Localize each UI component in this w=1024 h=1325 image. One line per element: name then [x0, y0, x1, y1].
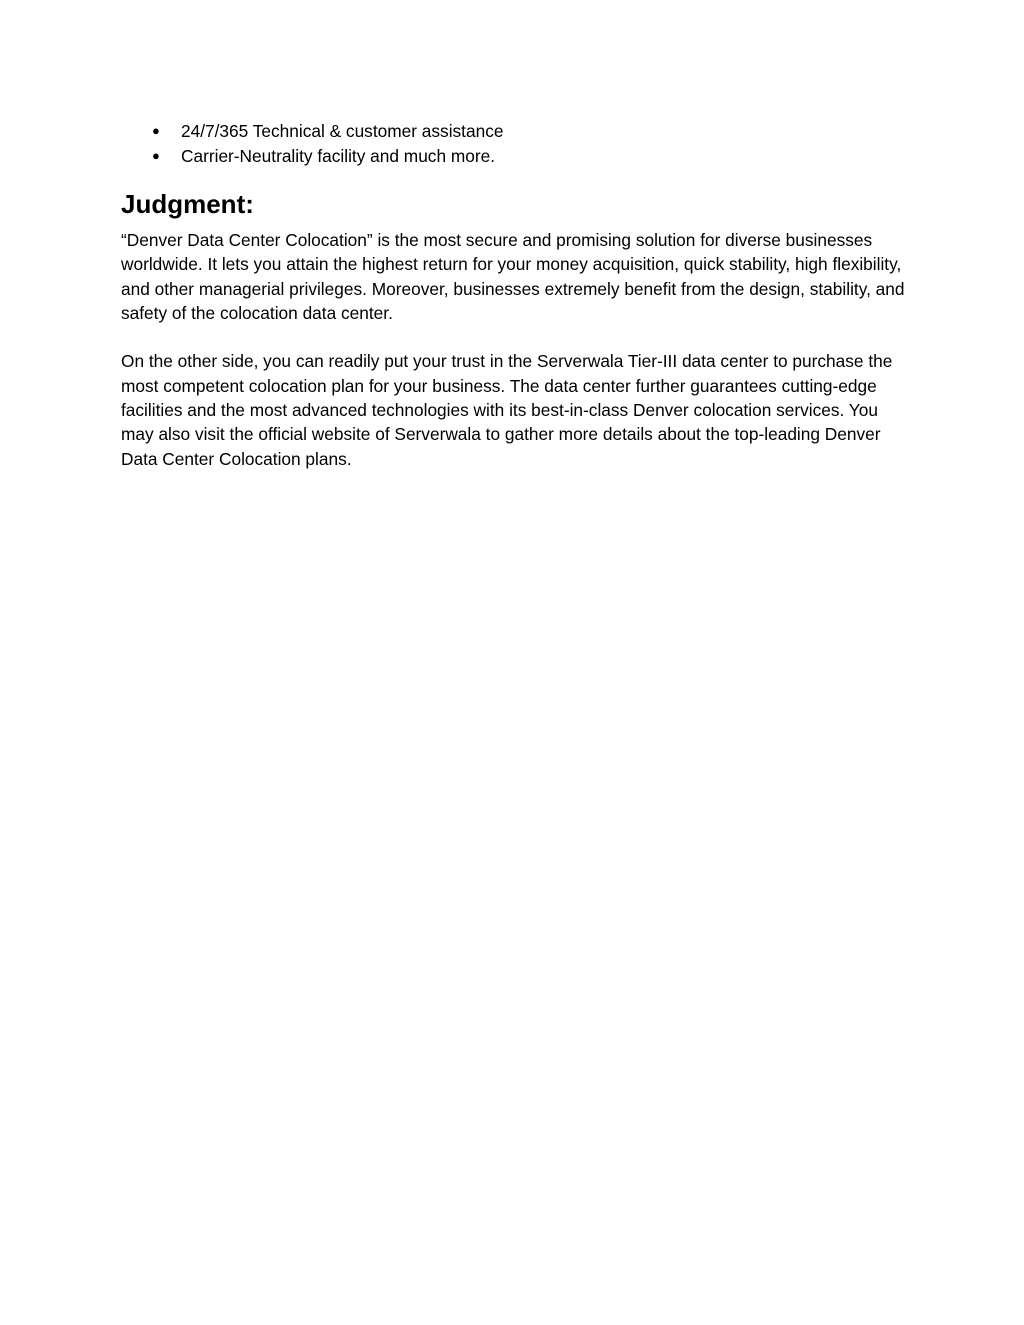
feature-bullet-list [121, 119, 911, 168]
page-content [121, 119, 911, 471]
list-item [121, 144, 911, 169]
bullet-icon: ● [152, 123, 160, 138]
bullet-icon: ● [152, 147, 160, 163]
list-item-text: 24/7/365 Technical & customer assistance [181, 121, 504, 141]
section-heading: Judgment: [121, 189, 254, 219]
list-item [121, 119, 911, 144]
paragraph: “Denver Data Center Colocation” is the most secure and promising solution for diverse businesses worldwide. It lets you attain the highest return for your money acquisition, quick stability, high flexibility, and other managerial privileges. Moreover, businesses extremely benefit from the design, stability, and safety of the colocation data center. [121, 230, 905, 323]
list-item-text: Carrier-Neutrality facility and much more. [181, 145, 496, 166]
paragraph: On the other side, you can readily put your trust in the Serverwala Tier-III data center to purchase the most competent colocation plan for your business. The data center further guarantees cutting-edge facilities and the most advanced technologies with its best-in-class Denver colocation services. You may also visit the official website of Serverwala to gather more details about the top-leading Denver Data Center Colocation plans. [121, 351, 893, 469]
